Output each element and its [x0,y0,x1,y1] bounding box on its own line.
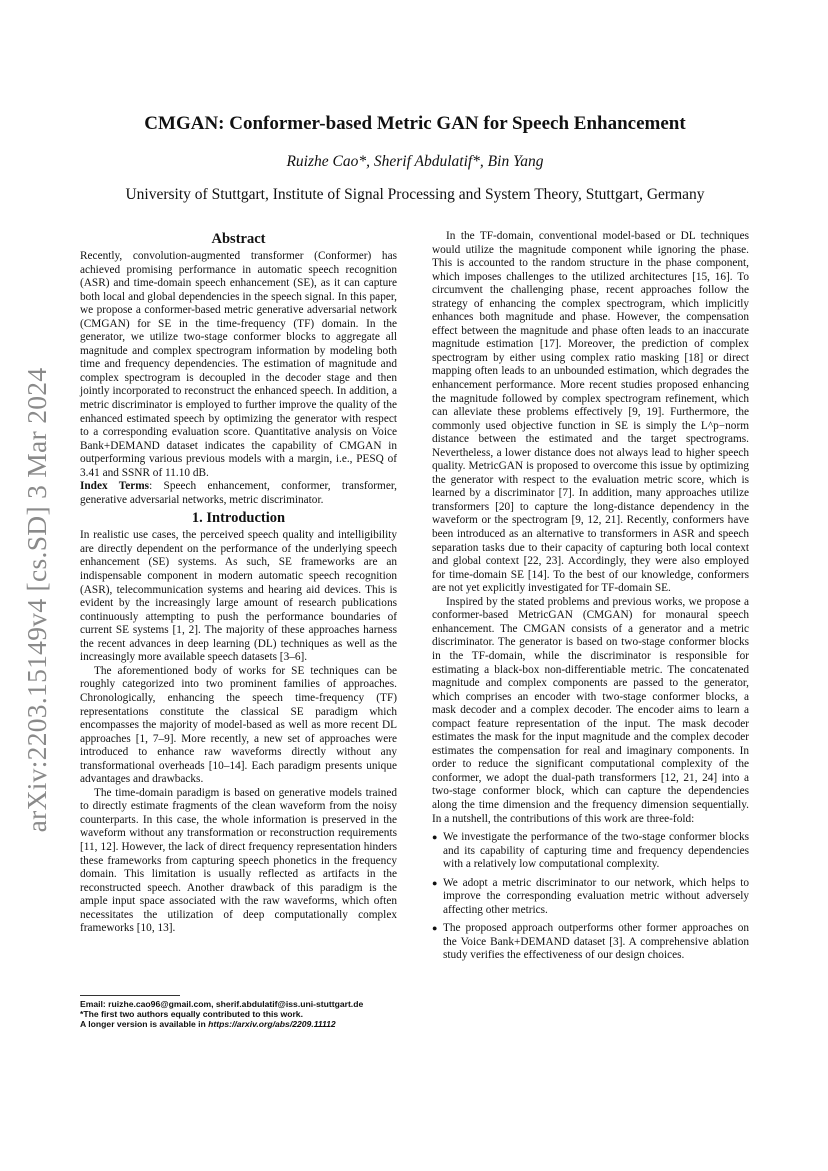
bullet-text: We investigate the performance of the two-stage conformer blocks and its capability of capturing time and frequency dependencies with a relatively low computational complexity. [443,831,749,871]
intro-paragraph: In realistic use cases, the perceived speech quality and intelligibility are directly dependent on the performance of the underlying speech enhancement (SE) systems. As such, SE frameworks are an indispensable component in modern automatic speech recognition (ASR), telecommunication systems and hearing aid devices. This is evident by the increasingly large amount of research publications continuously attempting to push the performance boundaries of current SE systems [1, 2]. The majority of these approaches harness the recent advances in deep learning (DL) techniques as well as the increasingly more available speech datasets [3–6]. [80,529,397,664]
index-terms-text: : Speech enhancement, conformer, transformer, generative adversarial networks, metric discriminator. [80,480,397,506]
left-column [80,230,397,936]
right-column [432,230,749,963]
footnote-equal-contribution: *The first two authors equally contributed to this work. [80,1009,303,1019]
bullet-text: We adopt a metric discriminator to our network, which helps to improve the corresponding evaluation metric without adversely affecting other metrics. [443,876,749,916]
contribution-bullet [432,877,749,918]
abstract-text: Recently, convolution-augmented transformer (Conformer) has achieved promising performance in automatic speech recognition (ASR) and time-domain speech enhancement (SE), as it can capture both local and global dependencies in the speech signal. In this paper, we propose a conformer-based metric generative adversarial network (CMGAN) for SE in the time-frequency (TF) domain. In the generator, we utilize two-stage conformer blocks to aggregate all magnitude and complex spectrogram information by modeling both time and frequency dependencies. The estimation of magnitude and complex spectrogram is decoupled in the decoder stage and then jointly incorporated to reconstruct the enhanced speech. In addition, a metric discriminator is employed to further improve the quality of the enhanced estimated speech by optimizing the generator with respect to a corresponding evaluation score. Quantitative analysis on Voice Bank+DEMAND dataset indicates the capability of CMGAN in outperforming various previous models with a margin, i.e., PESQ of 3.41 and SSNR of 11.10 dB. [80,250,397,479]
bullet-icon: ● [432,877,438,888]
intro-paragraph: Inspired by the stated problems and previous works, we propose a conformer-based MetricGAN (CMGAN) for monaural speech enhancement. The CMGAN consists of a generator and a metric discriminator. The generator is based on two-stage conformer blocks in the TF-domain, while the discriminator is responsible for estimating a black-box non-differentiable metric. The concatenated magnitude and complex components are passed to the generator, which comprises an encoder with two-stage conformer blocks, a mask decoder and a complex decoder. The encoder aims to learn a compact feature representation of the input. The mask decoder estimates the mask for the input magnitude and the complex decoder estimates the compensation for real and imaginary components. In order to reduce the significant computational complexity of the conformer, we adopt the dual-path transformers [12, 21, 24] into a two-stage conformer block, which can capture the dependencies along the time dimension and the frequency dimension sequentially. In a nutshell, the contributions of this work are three-fold: [432,595,749,825]
footnote-email: Email: ruizhe.cao96@gmail.com, sherif.abdulatif@iss.uni-stuttgart.de [80,999,364,1009]
bullet-icon: ● [432,832,438,843]
contribution-bullet [432,831,749,872]
footnote-longer-prefix: A longer version is available in [80,1019,209,1029]
contribution-bullet [432,922,749,963]
intro-paragraph: The aforementioned body of works for SE techniques can be roughly categorized into two prominent families of approaches. Chronologically, enhancing the speech time-frequency (TF) representations constitute the classical SE paradigm which encompasses the majority of model-based as well as more recent DL approaches [1, 7–9]. More recently, a new set of approaches were introduced to enhance raw waveforms directly without any transformational overheads [10–14]. Each paradigm presents unique advantages and drawbacks. [80,664,397,786]
abstract-heading: Abstract [211,231,266,247]
arxiv-id: arXiv:2203.15149v4 [cs.SD] 3 Mar 2024 [21,367,52,833]
index-terms [80,480,397,507]
bullet-icon: ● [432,923,438,934]
footnote-longer-version [80,1019,420,1029]
introduction-heading: 1. Introduction [191,510,286,527]
intro-paragraph: The time-domain paradigm is based on generative models trained to directly estimate fragments of the clean waveform from the noisy counterparts. In this case, the whole information is preserved in the waveform without any transformation or reconstruction requirements [11, 12]. However, the lack of direct frequency representation hinders these frameworks from capturing speech phonetics in the frequency domain. This limitation is usually reflected as artifacts in the reconstructed speech. Another drawback of this paradigm is the ample input space associated with the raw waveforms, which often necessitates the utilization of deep computationally complex frameworks [10, 13]. [80,786,397,935]
arxiv-stamp [20,367,54,833]
footnote-rule [80,995,180,996]
intro-paragraph: In the TF-domain, conventional model-based or DL techniques would utilize the magnitude component while ignoring the phase. This is accounted to the random structure in the phase component, which imposes challenges to the utilized architectures [15, 16]. To circumvent the challenging phase, recent approaches follow the strategy of enhancing the complex spectrogram, which implicitly enhances both magnitude and phase. However, the compensation effect between the magnitude and phase often leads to an inaccurate magnitude estimation [17]. Moreover, the prediction of complex spectrogram by either using complex ratio masking [18] or direct mapping often leads to an unbounded estimation, which degrades the enhancement performance. More recent studies proposed enhancing the magnitude followed by complex spectrogram refinement, which can alleviate these problems effectively [9, 19]. Furthermore, the commonly used objective function in SE is simply the L^p−norm distance between the estimated and the target spectrograms. Nevertheless, a lower distance does not always lead to higher speech quality. MetricGAN is proposed to overcome this issue by optimizing the generator with respect to the evaluation metric score, which is learned by a discriminator [7]. In addition, many approaches utilize transformers [20] to capture the long-distance dependency in the waveform or the spectrogram [9, 12, 21]. Recently, conformers have been introduced as an alternative to transformers in ASR and speech separation tasks due to their capacity of capturing both local context and global context [22, 23]. Accordingly, they were also employed for time-domain SE [14]. To the best of our knowledge, conformers are not yet explicitly investigated for TF-domain SE. [432,230,749,595]
footnotes [80,995,420,1029]
paper-title: CMGAN: Conformer-based Metric GAN for Speech Enhancement [144,113,686,134]
arxiv-link[interactable]: https://arxiv.org/abs/2209.11112 [208,1019,336,1029]
affiliation: University of Stuttgart, Institute of Signal Processing and System Theory, Stuttgart, Germany [125,186,705,203]
index-terms-label: Index Terms [80,480,150,493]
author-list: Ruizhe Cao*, Sherif Abdulatif*, Bin Yang [286,153,544,170]
bullet-text: The proposed approach outperforms other former approaches on the Voice Bank+DEMAND dataset [3]. A comprehensive ablation study verifies the effectiveness of our design choices. [443,922,749,962]
